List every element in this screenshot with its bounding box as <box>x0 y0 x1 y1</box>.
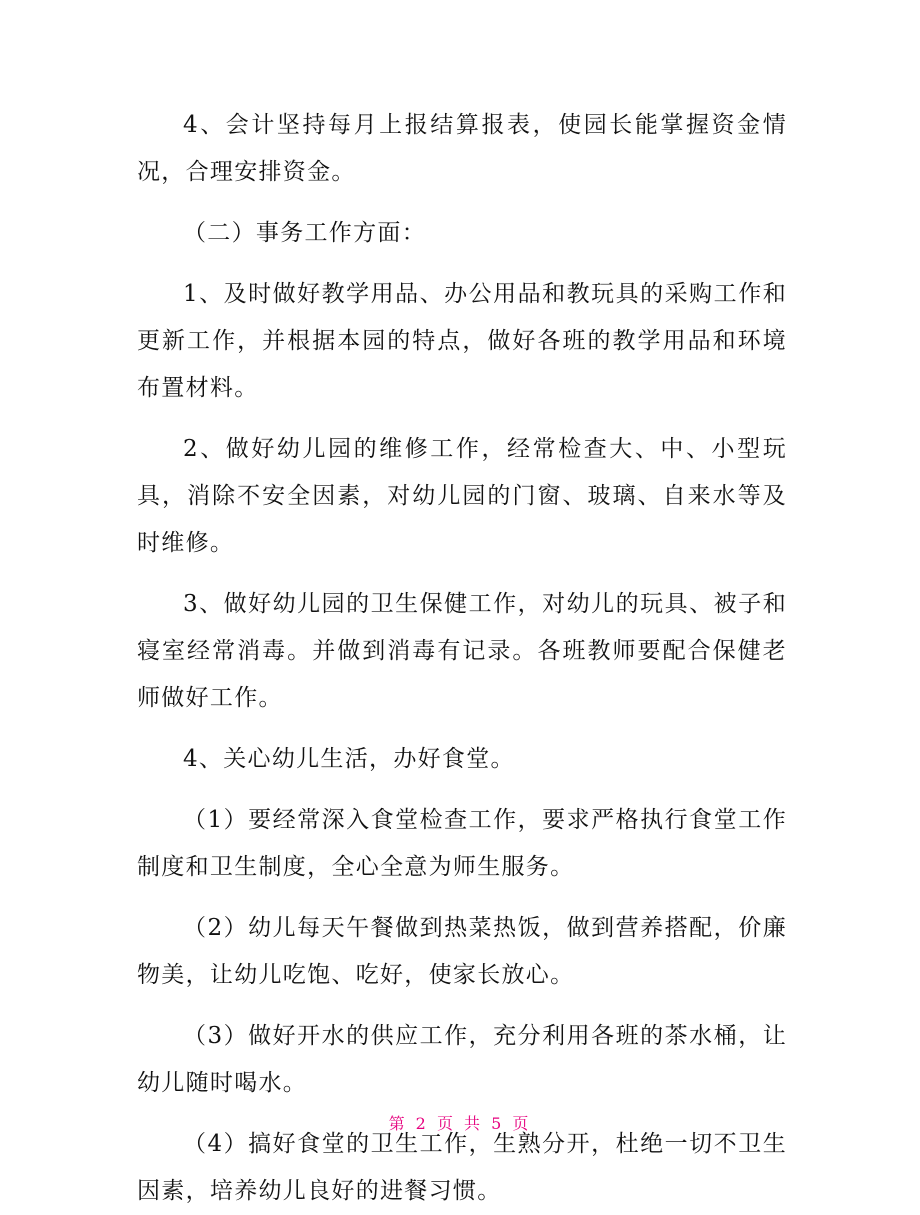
document-body <box>137 102 787 1215</box>
paragraph-hygiene: 3、做好幼儿园的卫生保健工作，对幼儿的玩具、被子和寝室经常消毒。并做到消毒有记录。各班教师要配合保健老师做好工作。 <box>137 591 787 711</box>
page-number-footer: 第 2 页 共 5 页 <box>388 1114 532 1133</box>
paragraph-lunch: （2）幼儿每天午餐做到热菜热饭，做到营养搭配，价廉物美，让幼儿吃饱、吃好，使家长放心。 <box>137 915 787 988</box>
paragraph-canteen: 4、关心幼儿生活，办好食堂。 <box>183 746 515 772</box>
paragraph-procurement: 1、及时做好教学用品、办公用品和教玩具的采购工作和更新工作，并根据本园的特点，做好各班的教学用品和环境布置材料。 <box>137 281 787 401</box>
paragraph-water-supply: （3）做好开水的供应工作，充分利用各班的茶水桶，让幼儿随时喝水。 <box>137 1023 787 1096</box>
paragraph-canteen-inspection: （1）要经常深入食堂检查工作，要求严格执行食堂工作制度和卫生制度，全心全意为师生服务。 <box>137 807 787 880</box>
section-heading-affairs: （二）事务工作方面： <box>183 220 426 246</box>
paragraph-accounting-report: 4、会计坚持每月上报结算报表，使园长能掌握资金情况，合理安排资金。 <box>137 112 787 185</box>
paragraph-canteen-hygiene: （4）搞好食堂的卫生工作，生熟分开，杜绝一切不卫生因素，培养幼儿良好的进餐习惯。 <box>137 1131 787 1204</box>
paragraph-maintenance: 2、做好幼儿园的维修工作，经常检查大、中、小型玩具，消除不安全因素，对幼儿园的门窗、玻璃、自来水等及时维修。 <box>137 436 787 556</box>
